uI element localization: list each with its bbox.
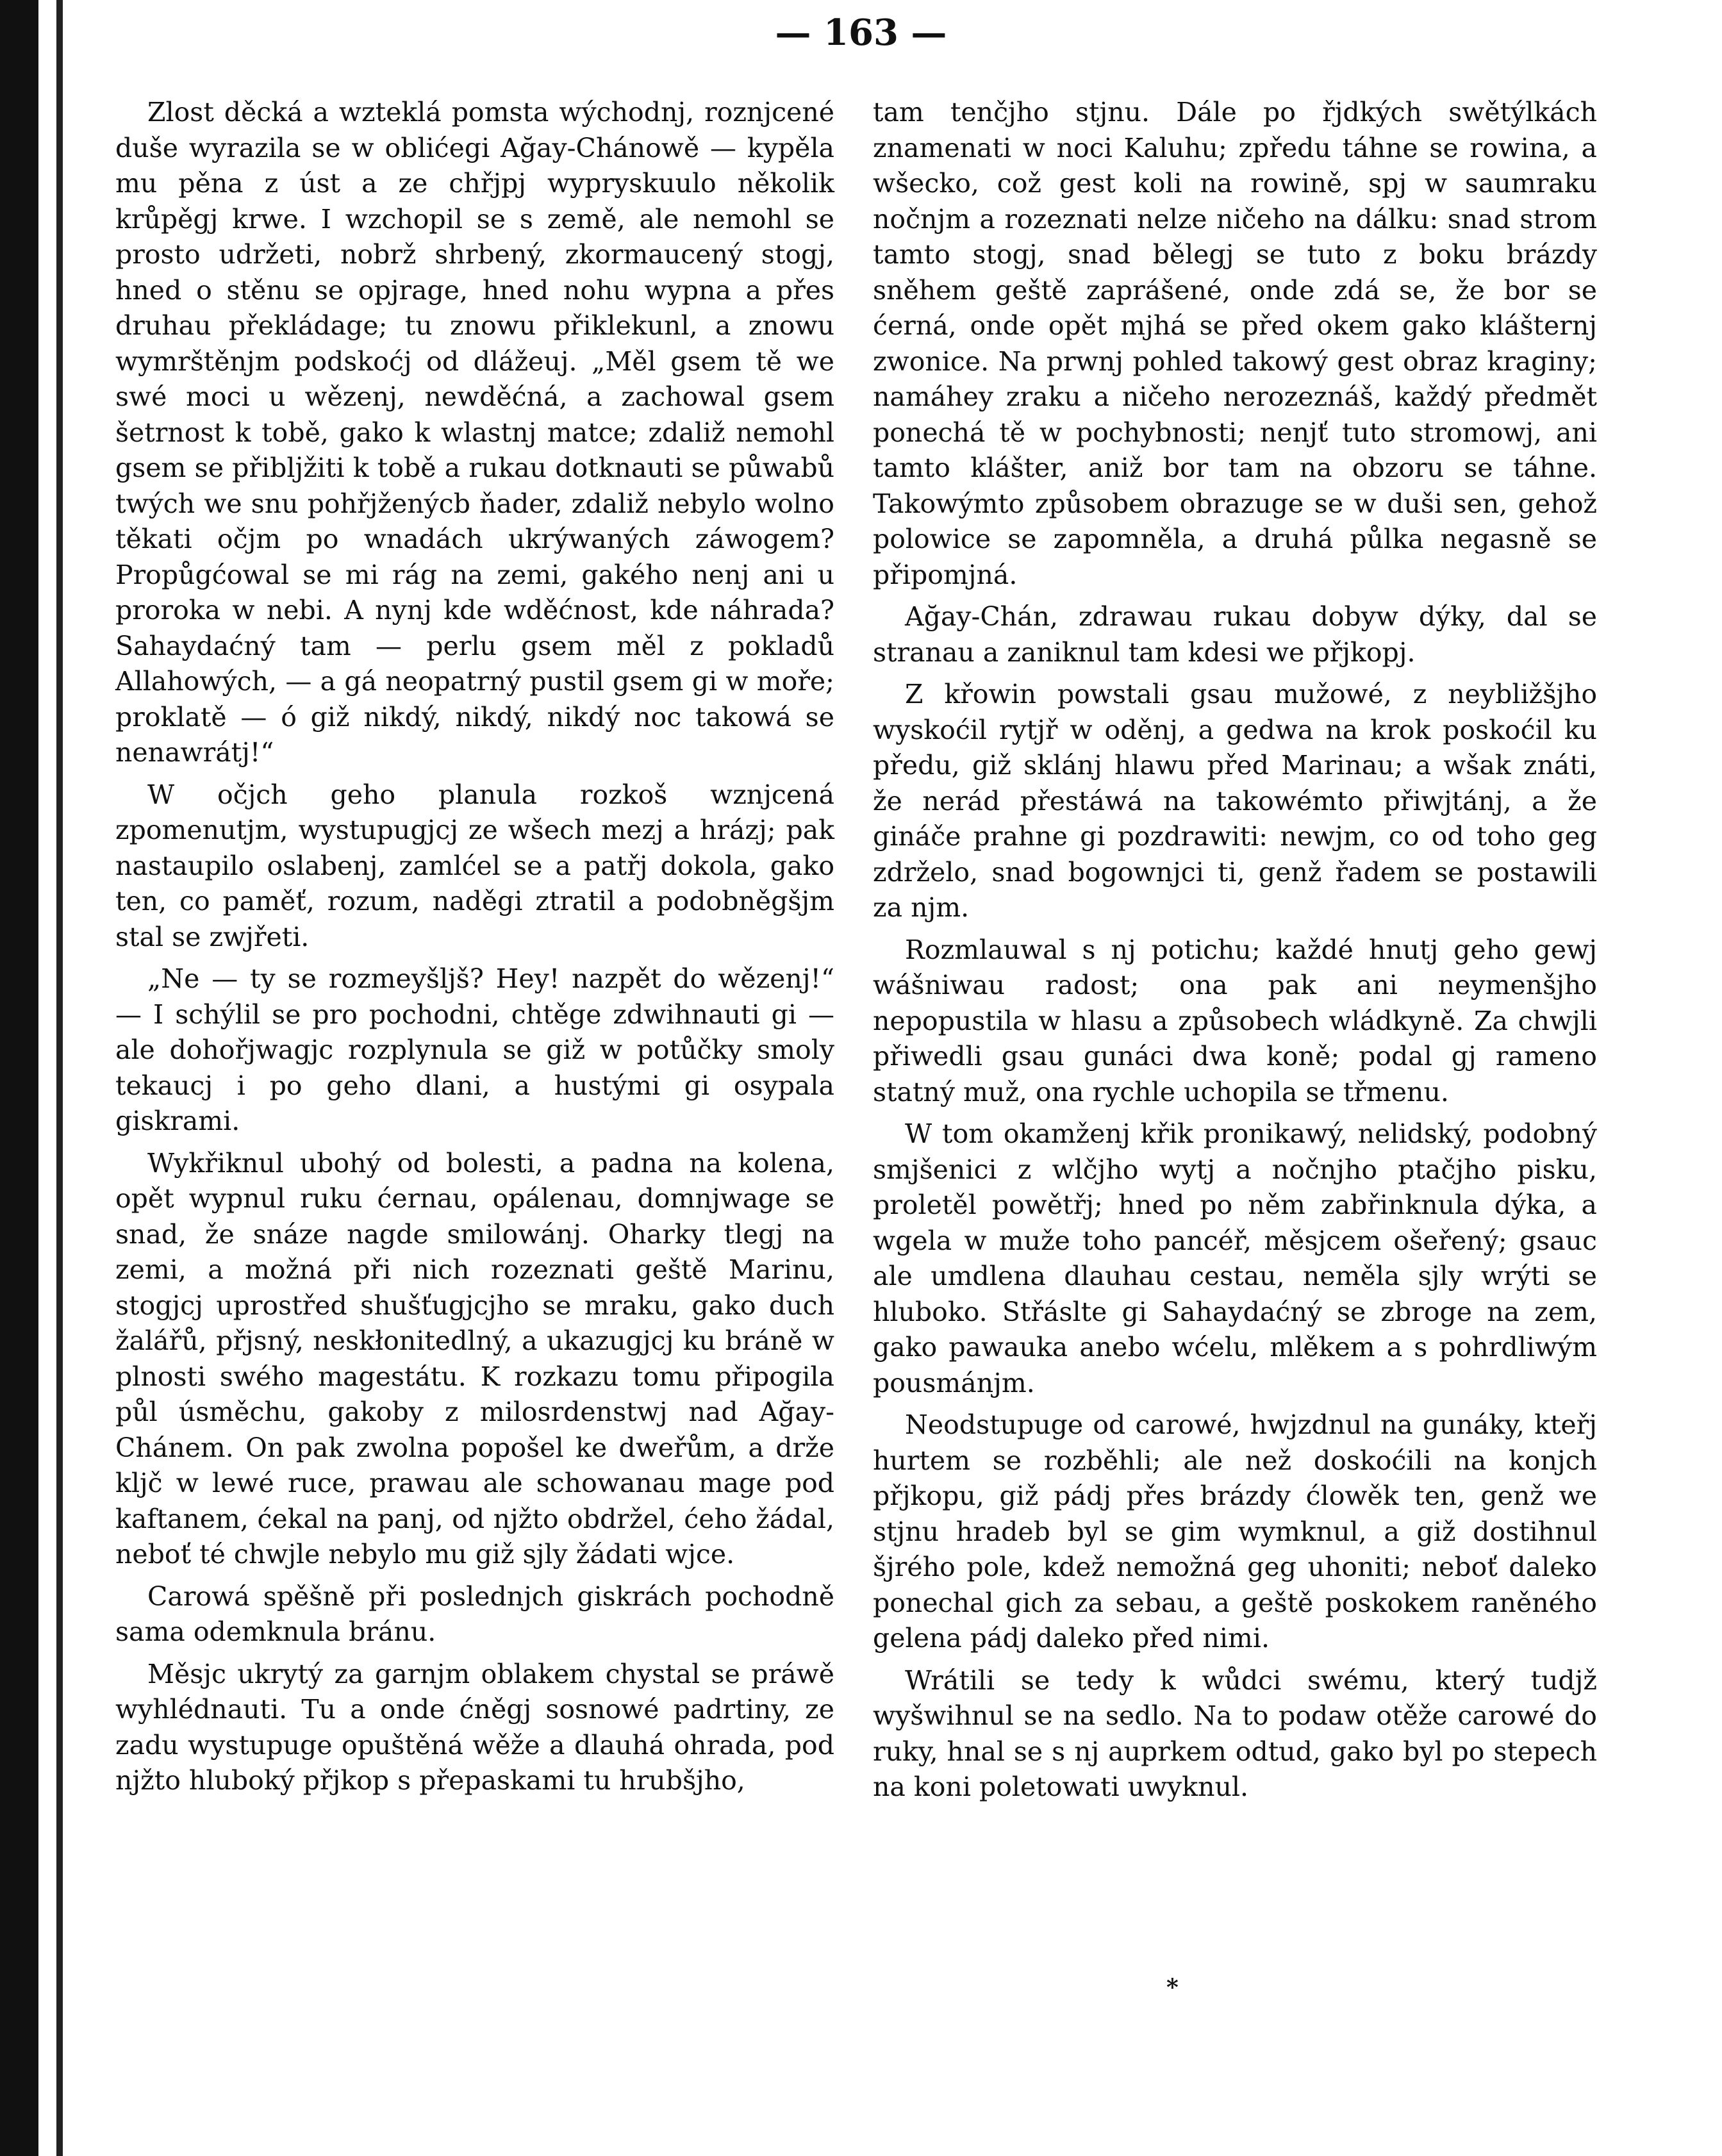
- right-paragraph-7: Wrátili se tedy k wůdci swému, který tudjž wyšwihnul se na sedlo. Na to podaw otěže carowé do ruky, hnal se s nj auprkem odtud, gako byl po stepech na koni poletowati uwyknul.: [873, 1664, 1597, 1802]
- page-number: — 163 —: [775, 12, 947, 54]
- end-asterisk: *: [1166, 1974, 1179, 2001]
- scan-binding-line: [56, 0, 63, 2156]
- right-paragraph-4: Rozmlauwal s nj potichu; každé hnutj geho gewj wášniwau radost; ona pak ani neymenšjho nepopustila w hlasu a způsobech wládkyně. Za chwjli přiwedli gsau gunáci dwa koně; podal gj rameno statný muž, ona rychle uchopila se třmenu.: [873, 934, 1597, 1107]
- left-paragraph-2: W očjch geho planula rozkoš wznjcená zpomenutjm, wystupugjcj ze wšech mezj a hrázj; pak nastaupilo oslabenj, zamlćel se a patřj dokola, gako ten, co paměť, rozum, naděgi ztratil a podobněgšjm stal se zwjřeti.: [115, 779, 834, 952]
- left-paragraph-1: Zlost děcká a wzteklá pomsta wýchodnj, roznjcené duše wyrazila se w oblićegi Ağay-Chánowě — kypěla mu pěna z úst a ze chřjpj wypryskuulo několik krůpěgj krwe. I wzchopil se s země, ale nemohl se prosto udržeti, nobrž shrbený, zkormaucený stogj, hned o stěnu se opjrage, hned nohu wypna a přes druhau překládage; tu znowu přiklekunl, a znowu wymrštěnjm podskoćj od dlážeuj. „Měl gsem tě we swé moci u wězenj, newděćná, a zachowal gsem šetrnost k tobě, gako k wlastnj matce; zdaliž nemohl gsem se přiblj̇žiti k tobě a rukau dotknauti se půwabů twých we snu pohřjženýcb ňader, zdaliž nebylo wolno těkati očjm po wnadách ukrýwaných záwogem? Propůgćowal se mi rág na zemi, gakého nenj ani u proroka w nebi. A nynj kde wděćnost, kde náhrada? Sahaydaćný tam — perlu gsem měl z pokladů Allahowých, — a gá neopatrný pustil gsem gi w moře; proklatě — ó giž nikdý, nikdý, nikdý noc takowá se nenawrátj!“: [115, 97, 834, 768]
- right-column: [873, 95, 1597, 1812]
- right-paragraph-6: Neodstupuge od carowé, hwjzdnul na gunáky, kteřj hurtem se rozběhli; ale než doskoćili na konjch přjkopu, giž pádj přes brázdy ćlowěk ten, genž we stjnu hradeb byl se gim wymknul, a giž dostihnul šjrého pole, kdež nemožná geg uhoniti; neboť daleko ponechal gich za sebau, a geště poskokem raněného gelena pádj daleko před nimi.: [873, 1409, 1597, 1654]
- scan-binding-edge: [0, 0, 38, 2156]
- right-paragraph-2: Ağay-Chán, zdrawau rukau dobyw dýky, dal se stranau a zaniknul tam kdesi we přjkopj.: [873, 601, 1597, 668]
- left-column: [115, 95, 834, 1805]
- right-paragraph-3: Z křowin powstali gsau mužowé, z neybližšjho wyskoćil rytjř w oděnj, a gedwa na krok poskoćil ku předu, giž sklánj hlawu před Marinau; a wšak znáti, že nerád přestáwá na takowémto přiwjtánj, a že gináče prahne gi pozdrawiti: newjm, co od toho geg zdrželo, snad bogownjci ti, genž řadem se postawili za njm.: [873, 679, 1597, 923]
- left-paragraph-5: Carowá spěšně při poslednjch giskrách pochodně sama odemknula bránu.: [115, 1580, 834, 1647]
- left-paragraph-3: „Ne — ty se rozmeyšljš? Hey! nazpět do wězenj!“ — I schýlil se pro pochodni, chtěge zdwihnauti gi — ale dohořjwagjc rozplynula se giž w potůčky smoly tekaucj i po geho dlani, a hustými gi osypala giskrami.: [115, 963, 834, 1136]
- right-paragraph-5: W tom okamženj křik pronikawý, nelidský, podobný smjšenici z wlčjho wytj a nočnjho ptačjho pisku, proletěl powětřj; hned po něm zabřinknula dýka, a wgela w muže toho pancéř, měsjcem ošeřený; gsauc ale umdlena dlauhau cestau, neměla sjly wrýti se hluboko. Střáslte gi Sahaydaćný se zbroge na zem, gako pawauka anebo wćelu, mlěkem a s pohrdliwým pousmánjm.: [873, 1118, 1597, 1398]
- right-paragraph-1: tam tenčjho stjnu. Dále po řjdkých swětýlkách znamenati w noci Kaluhu; zpředu táhne se rowina, a wšecko, což gest koli na rowině, spj w saumraku nočnjm a rozeznati nelze ničeho na dálku: snad strom tamto stogj, snad bělegj se tuto z boku brázdy sněhem geště zaprášené, onde zdá se, že bor se ćerná, onde opět mjhá se před okem gako klášternj zwonice. Na prwnj pohled takowý gest obraz kraginy; namáhey zraku a ničeho nerozeznáš, každý předmět ponechá tě w pochybnosti; nenjť tuto stromowj, ani tamto klášter, aniž bor tam na obzoru se táhne. Takowýmto způsobem obrazuge se w duši sen, gehož polowice se zapomněla, a druhá půlka negasně se připomjná.: [873, 97, 1597, 590]
- left-paragraph-6: Měsjc ukrytý za garnjm oblakem chystal se práwě wyhlédnauti. Tu a onde ćněgj sosnowé padrtiny, ze zadu wystupuge opuštěná wěže a dlauhá ohrada, pod njžto hluboký přjkop s přepaskami tu hrubšjho,: [115, 1658, 834, 1796]
- left-paragraph-4: Wykřiknul ubohý od bolesti, a padna na kolena, opět wypnul ruku ćernau, opálenau, domnjwage se snad, že snáze nagde smilowánj. Oharky tlegj na zemi, a možná při nich rozeznati geště Marinu, stogjcj uprostřed shušťugjcjho se mraku, gako duch žalářů, přjsný, neskłonitedlný, a ukazugjcj ku bráně w plnosti swého magestátu. K rozkazu tomu připogila půl úsměchu, gakoby z milosrdenstwj nad Ağay-Chánem. On pak zwolna popošel ke dweřům, a drže kljč w lewé ruce, prawau ale schowanau mage pod kaftanem, ćekal na panj, od njžto obdržel, ćeho žádal, neboť té chwjle nebylo mu giž sjly žádati wjce.: [115, 1147, 834, 1570]
